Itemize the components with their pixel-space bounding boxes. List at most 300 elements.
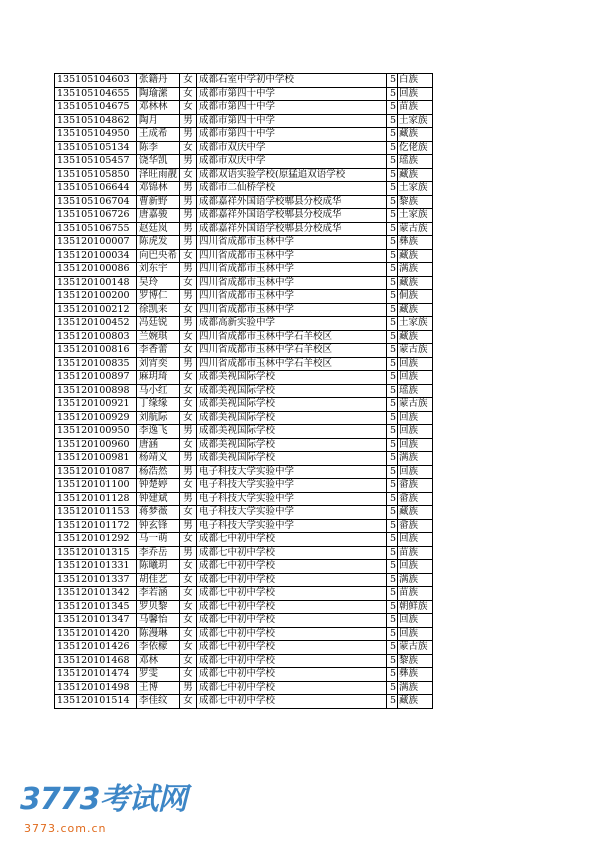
school-cell: 成都双语实验学校(原猛追双语学校 [197, 168, 387, 182]
school-cell: 成都七中初中学校 [197, 627, 387, 641]
student-name-cell: 陶月 [137, 114, 180, 128]
school-cell: 成都嘉祥外国语学校郫县分校成华 [197, 195, 387, 209]
table-row [55, 533, 433, 547]
student-name-cell: 邓林林 [137, 101, 180, 115]
score-cell: 5 [387, 114, 398, 128]
gender-cell: 女 [180, 506, 197, 520]
exam-id-cell: 135120101337 [55, 573, 137, 587]
ethnicity-cell: 满族 [398, 263, 433, 277]
gender-cell: 男 [180, 317, 197, 331]
table-row [55, 182, 433, 196]
score-cell: 5 [387, 168, 398, 182]
student-name-cell: 陈漫琳 [137, 627, 180, 641]
score-cell: 5 [387, 465, 398, 479]
ethnicity-cell: 回族 [398, 357, 433, 371]
table-row [55, 681, 433, 695]
gender-cell: 女 [180, 627, 197, 641]
ethnicity-cell: 土家族 [398, 317, 433, 331]
gender-cell: 女 [180, 101, 197, 115]
student-name-cell: 罗贝黎 [137, 600, 180, 614]
score-cell: 5 [387, 681, 398, 695]
ethnicity-cell: 土家族 [398, 182, 433, 196]
table-row [55, 492, 433, 506]
score-cell: 5 [387, 573, 398, 587]
table-row [55, 411, 433, 425]
exam-id-cell: 135120101128 [55, 492, 137, 506]
exam-id-cell: 135120101292 [55, 533, 137, 547]
score-cell: 5 [387, 317, 398, 331]
score-cell: 5 [387, 384, 398, 398]
student-name-cell: 李香蕾 [137, 344, 180, 358]
school-cell: 成都美视国际学校 [197, 371, 387, 385]
exam-id-cell: 135120100086 [55, 263, 137, 277]
ethnicity-cell: 回族 [398, 425, 433, 439]
school-cell: 成都市第四十中学 [197, 114, 387, 128]
exam-id-cell: 135105105134 [55, 141, 137, 155]
exam-id-cell: 135120100148 [55, 276, 137, 290]
exam-id-cell: 135120101498 [55, 681, 137, 695]
student-name-cell: 刘东宇 [137, 263, 180, 277]
score-cell: 5 [387, 371, 398, 385]
school-cell: 成都市双庆中学 [197, 155, 387, 169]
school-cell: 成都七中初中学校 [197, 668, 387, 682]
table-row [55, 357, 433, 371]
table-row [55, 573, 433, 587]
table-row [55, 276, 433, 290]
exam-id-cell: 135120100898 [55, 384, 137, 398]
table-row [55, 371, 433, 385]
table-row [55, 290, 433, 304]
table-row [55, 114, 433, 128]
student-name-cell: 陈李 [137, 141, 180, 155]
exam-id-cell: 135105104862 [55, 114, 137, 128]
school-cell: 电子科技大学实验中学 [197, 506, 387, 520]
score-cell: 5 [387, 452, 398, 466]
student-name-cell: 马一萌 [137, 533, 180, 547]
ethnicity-cell: 藏族 [398, 330, 433, 344]
exam-id-cell: 135105106726 [55, 209, 137, 223]
ethnicity-cell: 仡佬族 [398, 141, 433, 155]
score-cell: 5 [387, 600, 398, 614]
score-cell: 5 [387, 195, 398, 209]
gender-cell: 女 [180, 330, 197, 344]
table-row [55, 263, 433, 277]
table-row [55, 641, 433, 655]
school-cell: 成都美视国际学校 [197, 384, 387, 398]
score-cell: 5 [387, 74, 398, 88]
ethnicity-cell: 黎族 [398, 654, 433, 668]
school-cell: 成都市第四十中学 [197, 87, 387, 101]
school-cell: 成都嘉祥外国语学校郫县分校成华 [197, 222, 387, 236]
school-cell: 成都市第四十中学 [197, 128, 387, 142]
table-row [55, 627, 433, 641]
ethnicity-cell: 蒙古族 [398, 641, 433, 655]
score-cell: 5 [387, 641, 398, 655]
table-row [55, 465, 433, 479]
table-row [55, 452, 433, 466]
score-cell: 5 [387, 533, 398, 547]
ethnicity-cell: 藏族 [398, 303, 433, 317]
gender-cell: 女 [180, 141, 197, 155]
school-cell: 成都高新实验中学 [197, 317, 387, 331]
student-name-cell: 罗博仁 [137, 290, 180, 304]
score-cell: 5 [387, 668, 398, 682]
exam-id-cell: 135120101468 [55, 654, 137, 668]
student-name-cell: 麻玥琦 [137, 371, 180, 385]
table-row [55, 519, 433, 533]
school-cell: 成都七中初中学校 [197, 560, 387, 574]
ethnicity-cell: 回族 [398, 411, 433, 425]
score-cell: 5 [387, 344, 398, 358]
gender-cell: 女 [180, 654, 197, 668]
ethnicity-cell: 土家族 [398, 114, 433, 128]
student-name-cell: 泽旺雨靓 [137, 168, 180, 182]
school-cell: 成都市双庆中学 [197, 141, 387, 155]
ethnicity-cell: 苗族 [398, 101, 433, 115]
table-row [55, 587, 433, 601]
score-cell: 5 [387, 654, 398, 668]
score-cell: 5 [387, 290, 398, 304]
exam-id-cell: 135120100960 [55, 438, 137, 452]
student-name-cell: 赵廷岚 [137, 222, 180, 236]
gender-cell: 女 [180, 479, 197, 493]
ethnicity-cell: 回族 [398, 465, 433, 479]
score-cell: 5 [387, 506, 398, 520]
exam-id-cell: 135120101474 [55, 668, 137, 682]
gender-cell: 男 [180, 114, 197, 128]
student-name-cell: 马小红 [137, 384, 180, 398]
table-row [55, 141, 433, 155]
gender-cell: 女 [180, 573, 197, 587]
gender-cell: 女 [180, 384, 197, 398]
ethnicity-cell: 苗族 [398, 587, 433, 601]
student-name-cell: 饶华凯 [137, 155, 180, 169]
ethnicity-cell: 回族 [398, 371, 433, 385]
gender-cell: 男 [180, 155, 197, 169]
student-name-cell: 丁缘缘 [137, 398, 180, 412]
ethnicity-cell: 土家族 [398, 209, 433, 223]
table-row [55, 74, 433, 88]
ethnicity-cell: 满族 [398, 681, 433, 695]
exam-id-cell: 135120100981 [55, 452, 137, 466]
table-row [55, 384, 433, 398]
gender-cell: 女 [180, 249, 197, 263]
student-name-cell: 向巴央希 [137, 249, 180, 263]
table-row [55, 506, 433, 520]
school-cell: 电子科技大学实验中学 [197, 465, 387, 479]
gender-cell: 男 [180, 263, 197, 277]
school-cell: 成都七中初中学校 [197, 573, 387, 587]
table-row [55, 195, 433, 209]
table-row [55, 654, 433, 668]
ethnicity-cell: 藏族 [398, 276, 433, 290]
ethnicity-cell: 蒙古族 [398, 398, 433, 412]
school-cell: 成都七中初中学校 [197, 600, 387, 614]
ethnicity-cell: 彝族 [398, 668, 433, 682]
watermark-logo: 3773考试网 [20, 782, 187, 817]
ethnicity-cell: 白族 [398, 74, 433, 88]
watermark-url: 3773.com.cn [24, 822, 107, 835]
student-table-body [55, 74, 433, 709]
exam-id-cell: 135105106755 [55, 222, 137, 236]
school-cell: 成都七中初中学校 [197, 587, 387, 601]
gender-cell: 女 [180, 276, 197, 290]
student-name-cell: 钟建斌 [137, 492, 180, 506]
student-name-cell: 邓锦林 [137, 182, 180, 196]
student-name-cell: 陈曦玥 [137, 560, 180, 574]
student-name-cell: 曹新野 [137, 195, 180, 209]
school-cell: 成都市二仙桥学校 [197, 182, 387, 196]
ethnicity-cell: 彝族 [398, 236, 433, 250]
exam-id-cell: 135120100897 [55, 371, 137, 385]
gender-cell: 男 [180, 519, 197, 533]
table-row [55, 209, 433, 223]
exam-id-cell: 135120101426 [55, 641, 137, 655]
table-row [55, 546, 433, 560]
exam-id-cell: 135105104950 [55, 128, 137, 142]
school-cell: 成都美视国际学校 [197, 398, 387, 412]
school-cell: 成都七中初中学校 [197, 546, 387, 560]
school-cell: 四川省成都市玉林中学 [197, 236, 387, 250]
table-row [55, 101, 433, 115]
table-row [55, 303, 433, 317]
student-name-cell: 徐凯来 [137, 303, 180, 317]
student-name-cell: 唐涵 [137, 438, 180, 452]
school-cell: 成都七中初中学校 [197, 654, 387, 668]
exam-id-cell: 135120100950 [55, 425, 137, 439]
exam-id-cell: 135120101420 [55, 627, 137, 641]
gender-cell: 男 [180, 425, 197, 439]
score-cell: 5 [387, 425, 398, 439]
exam-id-cell: 135105105850 [55, 168, 137, 182]
ethnicity-cell: 瑶族 [398, 384, 433, 398]
ethnicity-cell: 回族 [398, 627, 433, 641]
student-name-cell: 李逸飞 [137, 425, 180, 439]
school-cell: 成都七中初中学校 [197, 681, 387, 695]
ethnicity-cell: 侗族 [398, 290, 433, 304]
score-cell: 5 [387, 276, 398, 290]
ethnicity-cell: 朝鲜族 [398, 600, 433, 614]
exam-id-cell: 135120101342 [55, 587, 137, 601]
ethnicity-cell: 藏族 [398, 168, 433, 182]
gender-cell: 男 [180, 128, 197, 142]
gender-cell: 男 [180, 465, 197, 479]
exam-id-cell: 135120101331 [55, 560, 137, 574]
exam-id-cell: 135105106644 [55, 182, 137, 196]
ethnicity-cell: 藏族 [398, 249, 433, 263]
score-cell: 5 [387, 222, 398, 236]
ethnicity-cell: 回族 [398, 533, 433, 547]
student-name-cell: 蒋梦薇 [137, 506, 180, 520]
gender-cell: 女 [180, 533, 197, 547]
ethnicity-cell: 满族 [398, 452, 433, 466]
score-cell: 5 [387, 249, 398, 263]
student-name-cell: 李依檬 [137, 641, 180, 655]
school-cell: 电子科技大学实验中学 [197, 479, 387, 493]
ethnicity-cell: 畲族 [398, 492, 433, 506]
student-name-cell: 张籍丹 [137, 74, 180, 88]
school-cell: 电子科技大学实验中学 [197, 519, 387, 533]
ethnicity-cell: 满族 [398, 573, 433, 587]
student-name-cell: 王博 [137, 681, 180, 695]
gender-cell: 女 [180, 600, 197, 614]
table-row [55, 425, 433, 439]
gender-cell: 女 [180, 303, 197, 317]
gender-cell: 女 [180, 87, 197, 101]
school-cell: 四川省成都市玉林中学石羊校区 [197, 357, 387, 371]
score-cell: 5 [387, 627, 398, 641]
exam-id-cell: 135120100816 [55, 344, 137, 358]
school-cell: 成都嘉祥外国语学校郫县分校成华 [197, 209, 387, 223]
school-cell: 四川省成都市玉林中学 [197, 276, 387, 290]
score-cell: 5 [387, 128, 398, 142]
school-cell: 成都七中初中学校 [197, 533, 387, 547]
gender-cell: 男 [180, 236, 197, 250]
score-cell: 5 [387, 330, 398, 344]
gender-cell: 女 [180, 438, 197, 452]
school-cell: 成都七中初中学校 [197, 641, 387, 655]
exam-id-cell: 135105104603 [55, 74, 137, 88]
exam-id-cell: 135120100921 [55, 398, 137, 412]
school-cell: 成都七中初中学校 [197, 614, 387, 628]
score-cell: 5 [387, 236, 398, 250]
ethnicity-cell: 畲族 [398, 479, 433, 493]
score-cell: 5 [387, 560, 398, 574]
exam-id-cell: 135120101153 [55, 506, 137, 520]
exam-id-cell: 135120100007 [55, 236, 137, 250]
gender-cell: 女 [180, 587, 197, 601]
student-name-cell: 邓林 [137, 654, 180, 668]
table-row [55, 168, 433, 182]
gender-cell: 男 [180, 290, 197, 304]
exam-id-cell: 135120100200 [55, 290, 137, 304]
exam-id-cell: 135105104675 [55, 101, 137, 115]
student-name-cell: 兰婉琪 [137, 330, 180, 344]
ethnicity-cell: 黎族 [398, 195, 433, 209]
exam-id-cell: 135105106704 [55, 195, 137, 209]
score-cell: 5 [387, 479, 398, 493]
table-row [55, 222, 433, 236]
school-cell: 四川省成都市玉林中学 [197, 290, 387, 304]
student-name-cell: 李乔岳 [137, 546, 180, 560]
exam-id-cell: 135120101172 [55, 519, 137, 533]
score-cell: 5 [387, 357, 398, 371]
school-cell: 成都七中初中学校 [197, 695, 387, 709]
ethnicity-cell: 蒙古族 [398, 344, 433, 358]
gender-cell: 男 [180, 195, 197, 209]
student-name-cell: 冯廷锐 [137, 317, 180, 331]
student-name-cell: 马馨怡 [137, 614, 180, 628]
student-table [54, 73, 433, 709]
ethnicity-cell: 苗族 [398, 546, 433, 560]
table-row [55, 236, 433, 250]
school-cell: 成都美视国际学校 [197, 452, 387, 466]
ethnicity-cell: 回族 [398, 438, 433, 452]
gender-cell: 女 [180, 411, 197, 425]
exam-id-cell: 135120101347 [55, 614, 137, 628]
table-row [55, 560, 433, 574]
exam-id-cell: 135120100034 [55, 249, 137, 263]
exam-id-cell: 135120101345 [55, 600, 137, 614]
student-name-cell: 钟玄锋 [137, 519, 180, 533]
exam-id-cell: 135120101087 [55, 465, 137, 479]
exam-id-cell: 135120101514 [55, 695, 137, 709]
score-cell: 5 [387, 411, 398, 425]
gender-cell: 男 [180, 182, 197, 196]
school-cell: 四川省成都市玉林中学石羊校区 [197, 330, 387, 344]
score-cell: 5 [387, 587, 398, 601]
gender-cell: 男 [180, 681, 197, 695]
gender-cell: 女 [180, 641, 197, 655]
table-row [55, 479, 433, 493]
score-cell: 5 [387, 546, 398, 560]
table-row [55, 344, 433, 358]
gender-cell: 男 [180, 209, 197, 223]
school-cell: 四川省成都市玉林中学石羊校区 [197, 344, 387, 358]
score-cell: 5 [387, 492, 398, 506]
student-name-cell: 杨靖义 [137, 452, 180, 466]
table-row [55, 155, 433, 169]
gender-cell: 女 [180, 344, 197, 358]
exam-id-cell: 135120101315 [55, 546, 137, 560]
school-cell: 成都市第四十中学 [197, 101, 387, 115]
student-name-cell: 王成希 [137, 128, 180, 142]
gender-cell: 男 [180, 492, 197, 506]
gender-cell: 男 [180, 452, 197, 466]
student-name-cell: 李佳纹 [137, 695, 180, 709]
ethnicity-cell: 回族 [398, 560, 433, 574]
exam-id-cell: 135120100929 [55, 411, 137, 425]
exam-id-cell: 135120100212 [55, 303, 137, 317]
score-cell: 5 [387, 182, 398, 196]
school-cell: 电子科技大学实验中学 [197, 492, 387, 506]
gender-cell: 女 [180, 74, 197, 88]
table-row [55, 128, 433, 142]
school-cell: 四川省成都市玉林中学 [197, 263, 387, 277]
ethnicity-cell: 回族 [398, 614, 433, 628]
student-name-cell: 吴玲 [137, 276, 180, 290]
exam-id-cell: 135120100803 [55, 330, 137, 344]
table-row [55, 87, 433, 101]
table-row [55, 438, 433, 452]
score-cell: 5 [387, 519, 398, 533]
gender-cell: 男 [180, 357, 197, 371]
table-row [55, 614, 433, 628]
school-cell: 四川省成都市玉林中学 [197, 249, 387, 263]
ethnicity-cell: 藏族 [398, 128, 433, 142]
gender-cell: 女 [180, 668, 197, 682]
score-cell: 5 [387, 438, 398, 452]
gender-cell: 男 [180, 546, 197, 560]
exam-id-cell: 135120100835 [55, 357, 137, 371]
ethnicity-cell: 藏族 [398, 506, 433, 520]
score-cell: 5 [387, 398, 398, 412]
gender-cell: 女 [180, 371, 197, 385]
gender-cell: 男 [180, 222, 197, 236]
score-cell: 5 [387, 209, 398, 223]
table-row [55, 600, 433, 614]
student-name-cell: 唐嘉骏 [137, 209, 180, 223]
score-cell: 5 [387, 155, 398, 169]
exam-id-cell: 135105105457 [55, 155, 137, 169]
student-name-cell: 杨浩然 [137, 465, 180, 479]
student-name-cell: 刘宵奕 [137, 357, 180, 371]
student-name-cell: 胡佳艺 [137, 573, 180, 587]
exam-id-cell: 135120100452 [55, 317, 137, 331]
table-row [55, 249, 433, 263]
student-name-cell: 刘航际 [137, 411, 180, 425]
score-cell: 5 [387, 87, 398, 101]
